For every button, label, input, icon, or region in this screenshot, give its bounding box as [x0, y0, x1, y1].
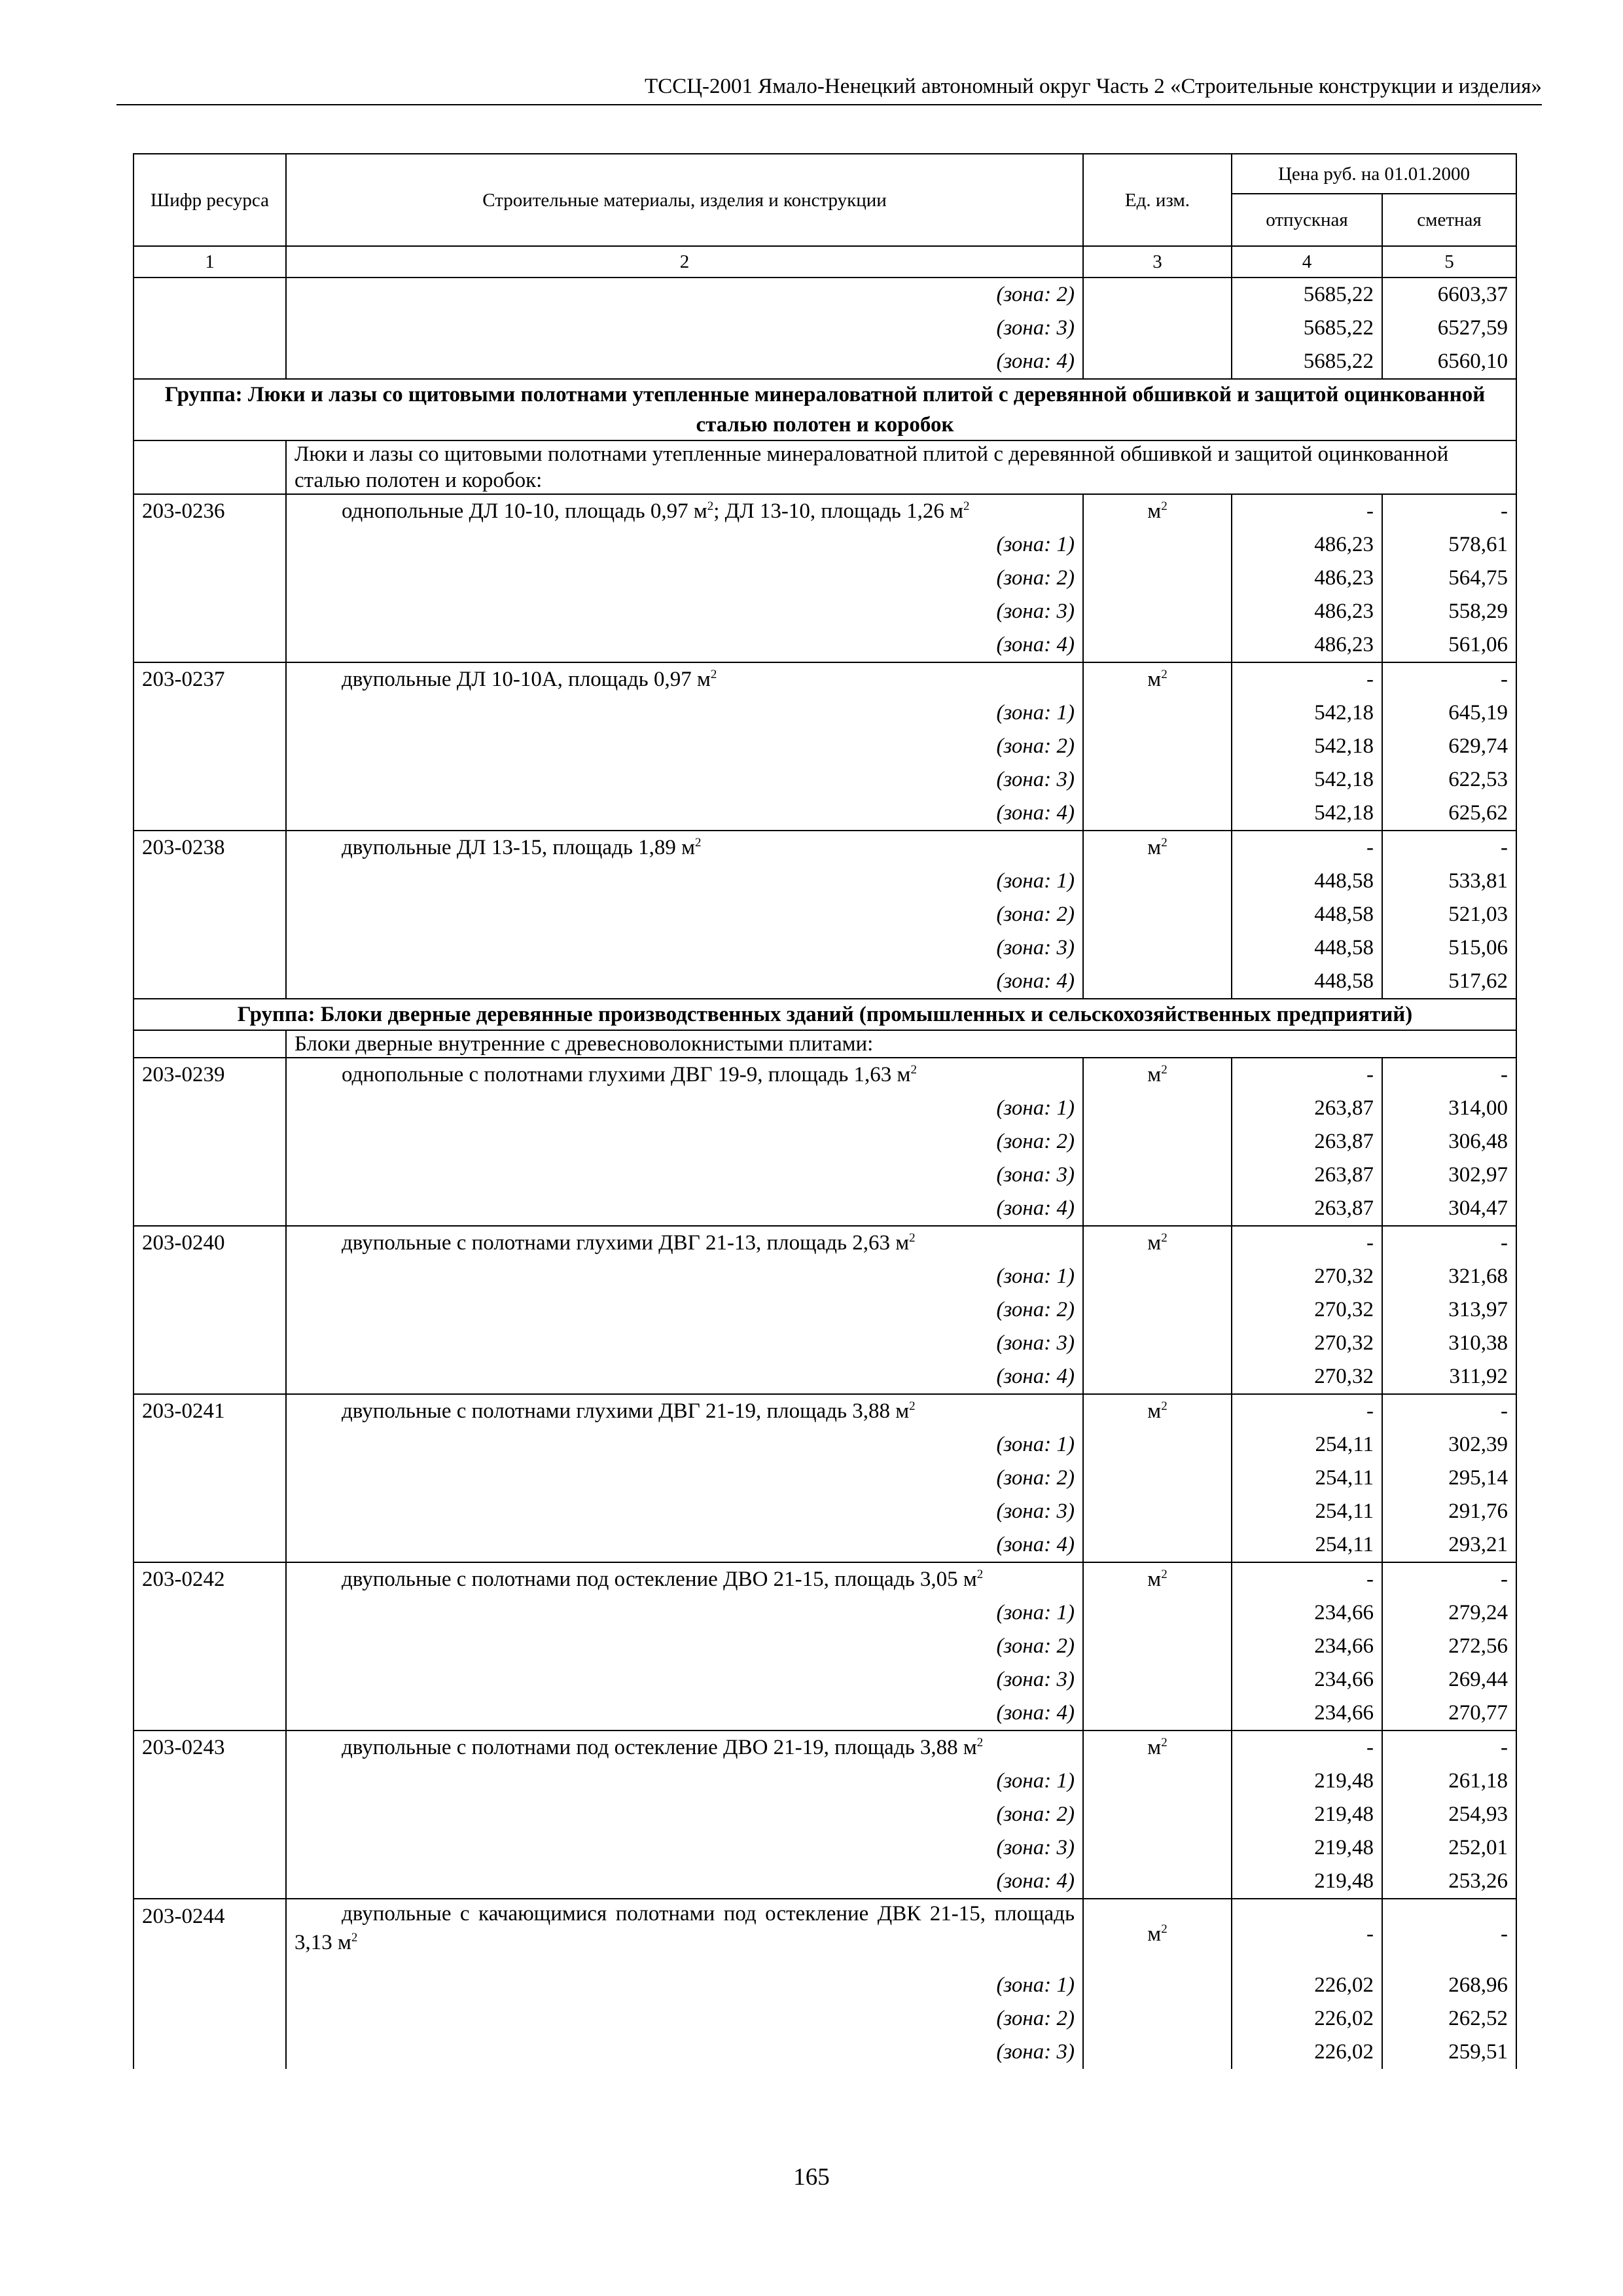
zone-label: (зона: 2): [286, 730, 1083, 763]
item-name: двупольные с полотнами глухими ДВГ 21-13, площадь 2,63 $м^2$: [286, 1226, 1083, 1260]
zone-row: [134, 1293, 1516, 1327]
unit: $м^2$: [1083, 1562, 1232, 1596]
zone-row: [134, 1360, 1516, 1394]
item-name: двупольные ДЛ 10-10А, площадь 0,97 $м^2$: [286, 662, 1083, 696]
zone-row: [134, 931, 1516, 965]
release-price: 226,02: [1232, 2002, 1382, 2036]
zone-label: (зона: 2): [286, 562, 1083, 595]
release-price: -: [1232, 1394, 1382, 1428]
estimate-price: 291,76: [1382, 1495, 1516, 1528]
estimate-price: -: [1382, 831, 1516, 865]
zone-row: [134, 345, 1516, 379]
estimate-price: 6560,10: [1382, 345, 1516, 379]
estimate-price: 253,26: [1382, 1865, 1516, 1899]
item-name: двупольные ДЛ 13-15, площадь 1,89 $м^2$: [286, 831, 1083, 865]
estimate-price: 622,53: [1382, 763, 1516, 797]
zone-row: [134, 1158, 1516, 1192]
zone-row: [134, 730, 1516, 763]
estimate-price: 261,18: [1382, 1765, 1516, 1798]
group-description: Блоки дверные внутренние с древесноволокнистыми плитами:: [286, 1030, 1516, 1058]
zone-label: (зона: 1): [286, 1765, 1083, 1798]
group-heading: Группа: Люки и лазы со щитовыми полотнами утепленные минераловатной плитой с деревянной обшивкой и защитой оцинкованной сталью полотен и коробок: [134, 379, 1516, 440]
zone-row: [134, 1125, 1516, 1158]
zone-row: [134, 1327, 1516, 1360]
zone-label: (зона: 1): [286, 1092, 1083, 1125]
zone-label: (зона: 3): [286, 1327, 1083, 1360]
col-release-header: отпускная: [1232, 194, 1382, 246]
price-table: [133, 153, 1517, 2069]
zone-label: (зона: 4): [286, 1360, 1083, 1394]
resource-code: 203-0240: [134, 1226, 286, 1260]
zone-row: [134, 965, 1516, 999]
release-price: 254,11: [1232, 1428, 1382, 1462]
estimate-price: 293,21: [1382, 1528, 1516, 1562]
release-price: 270,32: [1232, 1260, 1382, 1293]
estimate-price: 252,01: [1382, 1831, 1516, 1865]
page-number: 165: [793, 2164, 830, 2191]
release-price: 234,66: [1232, 1630, 1382, 1663]
release-price: 486,23: [1232, 562, 1382, 595]
release-price: 270,32: [1232, 1360, 1382, 1394]
zone-row: [134, 628, 1516, 662]
col-index: 4: [1232, 246, 1382, 278]
estimate-price: -: [1382, 1226, 1516, 1260]
item-name: двупольные с качающимися полотнами под остекление ДВК 21-15, площадь 3,13 $м^2$: [286, 1899, 1083, 1969]
estimate-price: 6527,59: [1382, 312, 1516, 345]
resource-code: 203-0241: [134, 1394, 286, 1428]
estimate-price: 269,44: [1382, 1663, 1516, 1696]
estimate-price: 629,74: [1382, 730, 1516, 763]
estimate-price: 521,03: [1382, 898, 1516, 931]
estimate-price: -: [1382, 494, 1516, 528]
zone-label: (зона: 4): [286, 965, 1083, 999]
estimate-price: 517,62: [1382, 965, 1516, 999]
estimate-price: 302,39: [1382, 1428, 1516, 1462]
release-price: -: [1232, 662, 1382, 696]
zone-row: [134, 898, 1516, 931]
estimate-price: -: [1382, 1394, 1516, 1428]
estimate-price: 645,19: [1382, 696, 1516, 730]
unit: $м^2$: [1083, 494, 1232, 528]
release-price: 226,02: [1232, 2036, 1382, 2069]
estimate-price: -: [1382, 1731, 1516, 1765]
estimate-price: 515,06: [1382, 931, 1516, 965]
zone-row: [134, 1462, 1516, 1495]
unit: $м^2$: [1083, 1731, 1232, 1765]
estimate-price: 313,97: [1382, 1293, 1516, 1327]
item-row: [134, 494, 1516, 528]
zone-row: [134, 1495, 1516, 1528]
zone-label: (зона: 2): [286, 1462, 1083, 1495]
zone-row: [134, 1192, 1516, 1226]
unit: $м^2$: [1083, 1899, 1232, 1969]
release-price: 448,58: [1232, 931, 1382, 965]
item-row: [134, 1899, 1516, 1969]
item-row: [134, 1058, 1516, 1092]
resource-code: 203-0242: [134, 1562, 286, 1596]
release-price: 5685,22: [1232, 312, 1382, 345]
zone-row: [134, 865, 1516, 898]
release-price: 5685,22: [1232, 278, 1382, 312]
item-row: [134, 1731, 1516, 1765]
estimate-price: 314,00: [1382, 1092, 1516, 1125]
zone-label: (зона: 2): [286, 278, 1083, 312]
zone-label: (зона: 2): [286, 1125, 1083, 1158]
estimate-price: 302,97: [1382, 1158, 1516, 1192]
zone-label: (зона: 3): [286, 1831, 1083, 1865]
page-header: ТССЦ-2001 Ямало-Ненецкий автономный округ Часть 2 «Строительные конструкции и изделия»: [645, 75, 1542, 98]
unit: $м^2$: [1083, 831, 1232, 865]
zone-label: (зона: 1): [286, 865, 1083, 898]
estimate-price: 259,51: [1382, 2036, 1516, 2069]
release-price: 234,66: [1232, 1663, 1382, 1696]
zone-label: (зона: 2): [286, 2002, 1083, 2036]
release-price: 219,48: [1232, 1865, 1382, 1899]
zone-row: [134, 1663, 1516, 1696]
release-price: 234,66: [1232, 1596, 1382, 1630]
release-price: 219,48: [1232, 1798, 1382, 1831]
unit: $м^2$: [1083, 1226, 1232, 1260]
zone-row: [134, 797, 1516, 831]
release-price: 542,18: [1232, 730, 1382, 763]
estimate-price: 272,56: [1382, 1630, 1516, 1663]
estimate-price: -: [1382, 1899, 1516, 1969]
estimate-price: 558,29: [1382, 595, 1516, 628]
zone-row: [134, 1696, 1516, 1731]
release-price: -: [1232, 1731, 1382, 1765]
zone-label: (зона: 4): [286, 797, 1083, 831]
zone-row: [134, 1831, 1516, 1865]
item-row: [134, 1226, 1516, 1260]
col-index: 2: [286, 246, 1083, 278]
zone-row: [134, 1260, 1516, 1293]
resource-code: 203-0243: [134, 1731, 286, 1765]
zone-label: (зона: 4): [286, 1192, 1083, 1226]
item-name: двупольные с полотнами под остекление ДВО 21-15, площадь 3,05 $м^2$: [286, 1562, 1083, 1596]
estimate-price: 564,75: [1382, 562, 1516, 595]
col-code-header: Шифр ресурса: [134, 154, 286, 246]
zone-row: [134, 696, 1516, 730]
zone-label: (зона: 4): [286, 345, 1083, 379]
release-price: -: [1232, 831, 1382, 865]
zone-label: (зона: 3): [286, 595, 1083, 628]
group-description-row: [134, 440, 1516, 494]
release-price: 263,87: [1232, 1125, 1382, 1158]
zone-row: [134, 2036, 1516, 2069]
estimate-price: 310,38: [1382, 1327, 1516, 1360]
zone-row: [134, 2002, 1516, 2036]
estimate-price: -: [1382, 1058, 1516, 1092]
release-price: 486,23: [1232, 595, 1382, 628]
zone-label: (зона: 4): [286, 1865, 1083, 1899]
release-price: 254,11: [1232, 1462, 1382, 1495]
release-price: 226,02: [1232, 1969, 1382, 2002]
release-price: 542,18: [1232, 797, 1382, 831]
estimate-price: 625,62: [1382, 797, 1516, 831]
item-row: [134, 662, 1516, 696]
estimate-price: 311,92: [1382, 1360, 1516, 1394]
zone-label: (зона: 4): [286, 1528, 1083, 1562]
estimate-price: 262,52: [1382, 2002, 1516, 2036]
release-price: 254,11: [1232, 1528, 1382, 1562]
zone-row: [134, 1428, 1516, 1462]
col-index: 1: [134, 246, 286, 278]
zone-label: (зона: 2): [286, 898, 1083, 931]
unit: $м^2$: [1083, 1394, 1232, 1428]
zone-label: (зона: 1): [286, 528, 1083, 562]
item-name: двупольные с полотнами глухими ДВГ 21-19, площадь 3,88 $м^2$: [286, 1394, 1083, 1428]
zone-label: (зона: 3): [286, 312, 1083, 345]
estimate-price: 533,81: [1382, 865, 1516, 898]
estimate-price: -: [1382, 1562, 1516, 1596]
col-price-header: Цена руб. на 01.01.2000: [1232, 154, 1516, 194]
zone-row: [134, 1798, 1516, 1831]
zone-row: [134, 1630, 1516, 1663]
release-price: 219,48: [1232, 1831, 1382, 1865]
zone-row: [134, 595, 1516, 628]
zone-row: [134, 1765, 1516, 1798]
zone-label: (зона: 1): [286, 1428, 1083, 1462]
estimate-price: 561,06: [1382, 628, 1516, 662]
zone-label: (зона: 3): [286, 931, 1083, 965]
col-name-header: Строительные материалы, изделия и конструкции: [286, 154, 1083, 246]
release-price: 486,23: [1232, 528, 1382, 562]
col-estimate-header: сметная: [1382, 194, 1516, 246]
col-index: 3: [1083, 246, 1232, 278]
estimate-price: 295,14: [1382, 1462, 1516, 1495]
group-description: Люки и лазы со щитовыми полотнами утепленные минераловатной плитой с деревянной обшивкой и защитой оцинкованной сталью полотен и коробок:: [286, 440, 1516, 494]
resource-code: 203-0238: [134, 831, 286, 865]
estimate-price: 270,77: [1382, 1696, 1516, 1731]
resource-code: 203-0239: [134, 1058, 286, 1092]
release-price: 448,58: [1232, 865, 1382, 898]
release-price: -: [1232, 1058, 1382, 1092]
resource-code: 203-0244: [134, 1899, 286, 1969]
release-price: 5685,22: [1232, 345, 1382, 379]
zone-label: (зона: 3): [286, 1158, 1083, 1192]
zone-label: (зона: 2): [286, 1630, 1083, 1663]
item-name: однопольные ДЛ 10-10, площадь 0,97 $м^2$; ДЛ 13-10, площадь 1,26 $м^2$: [286, 494, 1083, 528]
zone-row: [134, 1528, 1516, 1562]
release-price: 542,18: [1232, 696, 1382, 730]
estimate-price: 6603,37: [1382, 278, 1516, 312]
estimate-price: 321,68: [1382, 1260, 1516, 1293]
zone-label: (зона: 2): [286, 1293, 1083, 1327]
col-index: 5: [1382, 246, 1516, 278]
item-name: двупольные с полотнами под остекление ДВО 21-19, площадь 3,88 $м^2$: [286, 1731, 1083, 1765]
group-heading: Группа: Блоки дверные деревянные производственных зданий (промышленных и сельскохозяйственных предприятий): [134, 999, 1516, 1030]
estimate-price: 306,48: [1382, 1125, 1516, 1158]
zone-row: [134, 1092, 1516, 1125]
release-price: 270,32: [1232, 1327, 1382, 1360]
item-row: [134, 1394, 1516, 1428]
release-price: 542,18: [1232, 763, 1382, 797]
unit: $м^2$: [1083, 662, 1232, 696]
zone-label: (зона: 3): [286, 1495, 1083, 1528]
zone-row: [134, 312, 1516, 345]
zone-row: [134, 1969, 1516, 2002]
release-price: 486,23: [1232, 628, 1382, 662]
estimate-price: 254,93: [1382, 1798, 1516, 1831]
release-price: 234,66: [1232, 1696, 1382, 1731]
zone-row: [134, 1865, 1516, 1899]
release-price: -: [1232, 1226, 1382, 1260]
zone-label: (зона: 3): [286, 763, 1083, 797]
zone-label: (зона: 2): [286, 1798, 1083, 1831]
release-price: -: [1232, 494, 1382, 528]
zone-label: (зона: 1): [286, 1969, 1083, 2002]
col-unit-header: Ед. изм.: [1083, 154, 1232, 246]
zone-label: (зона: 1): [286, 696, 1083, 730]
release-price: -: [1232, 1899, 1382, 1969]
release-price: 263,87: [1232, 1158, 1382, 1192]
resource-code: 203-0236: [134, 494, 286, 528]
zone-row: [134, 763, 1516, 797]
estimate-price: 304,47: [1382, 1192, 1516, 1226]
release-price: 448,58: [1232, 898, 1382, 931]
release-price: 270,32: [1232, 1293, 1382, 1327]
zone-label: (зона: 1): [286, 1260, 1083, 1293]
zone-label: (зона: 3): [286, 2036, 1083, 2069]
release-price: -: [1232, 1562, 1382, 1596]
estimate-price: 578,61: [1382, 528, 1516, 562]
estimate-price: -: [1382, 662, 1516, 696]
zone-row: [134, 278, 1516, 312]
item-row: [134, 1562, 1516, 1596]
release-price: 263,87: [1232, 1192, 1382, 1226]
zone-row: [134, 528, 1516, 562]
zone-label: (зона: 1): [286, 1596, 1083, 1630]
resource-code: 203-0237: [134, 662, 286, 696]
zone-row: [134, 562, 1516, 595]
estimate-price: 268,96: [1382, 1969, 1516, 2002]
zone-row: [134, 1596, 1516, 1630]
release-price: 263,87: [1232, 1092, 1382, 1125]
release-price: 219,48: [1232, 1765, 1382, 1798]
item-row: [134, 831, 1516, 865]
group-description-row: [134, 1030, 1516, 1058]
estimate-price: 279,24: [1382, 1596, 1516, 1630]
zone-label: (зона: 4): [286, 628, 1083, 662]
unit: $м^2$: [1083, 1058, 1232, 1092]
header-rule: [116, 104, 1542, 105]
release-price: 448,58: [1232, 965, 1382, 999]
zone-label: (зона: 3): [286, 1663, 1083, 1696]
zone-label: (зона: 4): [286, 1696, 1083, 1731]
release-price: 254,11: [1232, 1495, 1382, 1528]
item-name: однопольные с полотнами глухими ДВГ 19-9, площадь 1,63 $м^2$: [286, 1058, 1083, 1092]
